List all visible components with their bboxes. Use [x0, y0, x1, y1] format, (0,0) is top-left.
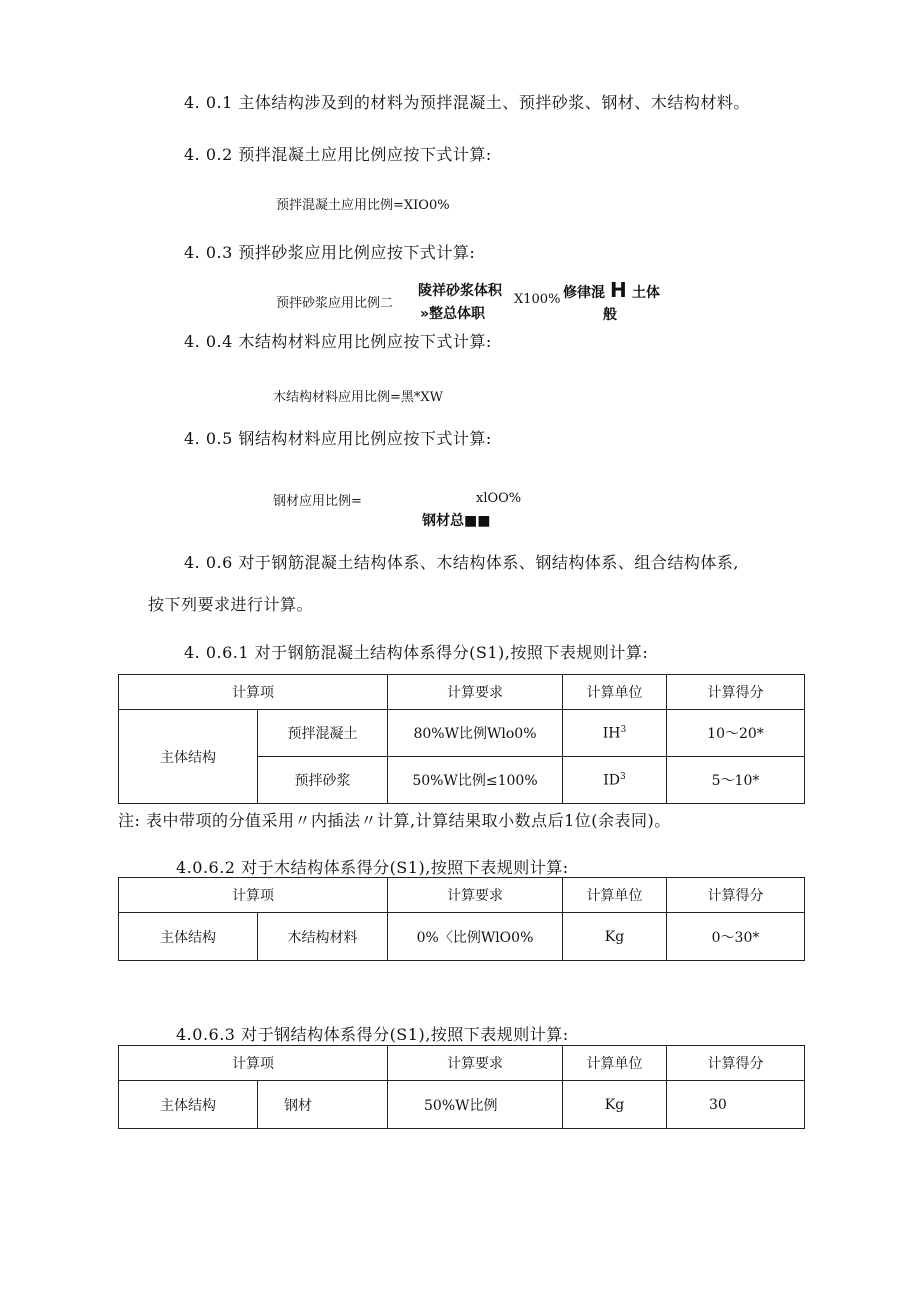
header-item: 计算项 [119, 675, 388, 710]
formula-timber-ratio: 木结构材料应用比例=黑*XW [273, 390, 444, 405]
table-note: 注: 表中带项的分值采用〃内插法〃计算,计算结果取小数点后1位(余表同)。 [118, 811, 671, 830]
formula-mortar-multiplier: X100% [514, 292, 561, 307]
unit-superscript: 3 [620, 771, 626, 782]
formula-mortar-extra-3: 般 [603, 307, 617, 323]
item-cell: 木结构材料 [258, 913, 388, 961]
header-requirement: 计算要求 [388, 1046, 563, 1081]
unit-superscript: 3 [620, 724, 627, 735]
header-item: 计算项 [119, 878, 388, 913]
formula-concrete-ratio: 预拌混凝土应用比例=XIO0% [276, 198, 450, 213]
clause-4-0-6-2: 4.0.6.2 对于木结构体系得分(S1),按照下表规则计算: [176, 858, 569, 877]
requirement-cell: 0%〈比例WlO0% [388, 913, 563, 961]
score-cell: 5～10* [667, 757, 805, 804]
item-cell: 预拌混凝土 [258, 710, 388, 757]
requirement-cell: 50%W比例 [388, 1081, 563, 1129]
table-timber-system [118, 877, 805, 961]
clause-4-0-3: 4. 0.3 预拌砂浆应用比例应按下式计算: [184, 243, 476, 262]
header-unit: 计算单位 [563, 675, 667, 710]
header-score: 计算得分 [667, 878, 805, 913]
clause-4-0-6-1: 4. 0.6.1 对于钢筋混凝土结构体系得分(S1),按照下表规则计算: [184, 643, 649, 662]
table-header-row [119, 1046, 805, 1081]
table-row [119, 913, 805, 961]
table-concrete-system [118, 674, 805, 804]
requirement-cell: 80%W比例Wlo0% [388, 710, 563, 757]
formula-steel-lhs: 钢材应用比例= [273, 494, 362, 509]
unit-base: IH [602, 725, 621, 742]
formula-mortar-lhs: 预拌砂浆应用比例二 [276, 296, 394, 311]
formula-mortar-numerator: 陵祥砂浆体积 [418, 283, 502, 299]
formula-mortar-extra-h: H [610, 278, 627, 302]
score-cell: 0～30* [667, 913, 805, 961]
header-unit: 计算单位 [563, 878, 667, 913]
table-header-row [119, 675, 805, 710]
header-item: 计算项 [119, 1046, 388, 1081]
item-cell: 钢材 [258, 1081, 388, 1129]
header-requirement: 计算要求 [388, 878, 563, 913]
clause-4-0-4: 4. 0.4 木结构材料应用比例应按下式计算: [184, 332, 492, 351]
clause-4-0-6-3: 4.0.6.3 对于钢结构体系得分(S1),按照下表规则计算: [176, 1025, 569, 1044]
item-cell: 预拌砂浆 [258, 757, 388, 804]
table-header-row [119, 878, 805, 913]
formula-mortar-extra-2: 土体 [632, 285, 660, 301]
unit-cell [563, 710, 667, 757]
score-cell: 30 [667, 1081, 805, 1129]
formula-mortar-extra-1: 修律混 [563, 285, 605, 301]
header-unit: 计算单位 [563, 1046, 667, 1081]
header-score: 计算得分 [667, 675, 805, 710]
header-requirement: 计算要求 [388, 675, 563, 710]
clause-4-0-6: 4. 0.6 对于钢筋混凝土结构体系、木结构体系、钢结构体系、组合结构体系, [184, 553, 739, 572]
table-steel-system [118, 1045, 805, 1129]
score-cell: 10～20* [667, 710, 805, 757]
clause-4-0-6-cont: 按下列要求进行计算。 [148, 595, 314, 614]
group-cell: 主体结构 [119, 913, 258, 961]
requirement-cell: 50%W比例≤100% [388, 757, 563, 804]
clause-4-0-2: 4. 0.2 预拌混凝土应用比例应按下式计算: [184, 145, 492, 164]
formula-steel-denominator: 钢材总■■ [422, 513, 491, 529]
unit-base: ID [603, 772, 621, 789]
header-score: 计算得分 [667, 1046, 805, 1081]
unit-cell: Kg [563, 913, 667, 961]
table-row [119, 1081, 805, 1129]
formula-steel-multiplier: xlOO% [476, 491, 522, 506]
clause-4-0-5: 4. 0.5 钢结构材料应用比例应按下式计算: [184, 429, 492, 448]
table-row [119, 710, 805, 757]
unit-cell: Kg [563, 1081, 667, 1129]
group-cell: 主体结构 [119, 710, 258, 804]
group-cell: 主体结构 [119, 1081, 258, 1129]
formula-mortar-denominator: »整总体职 [420, 306, 486, 322]
unit-cell [563, 757, 667, 804]
clause-4-0-1: 4. 0.1 主体结构涉及到的材料为预拌混凝土、预拌砂浆、钢材、木结构材料。 [184, 93, 750, 112]
